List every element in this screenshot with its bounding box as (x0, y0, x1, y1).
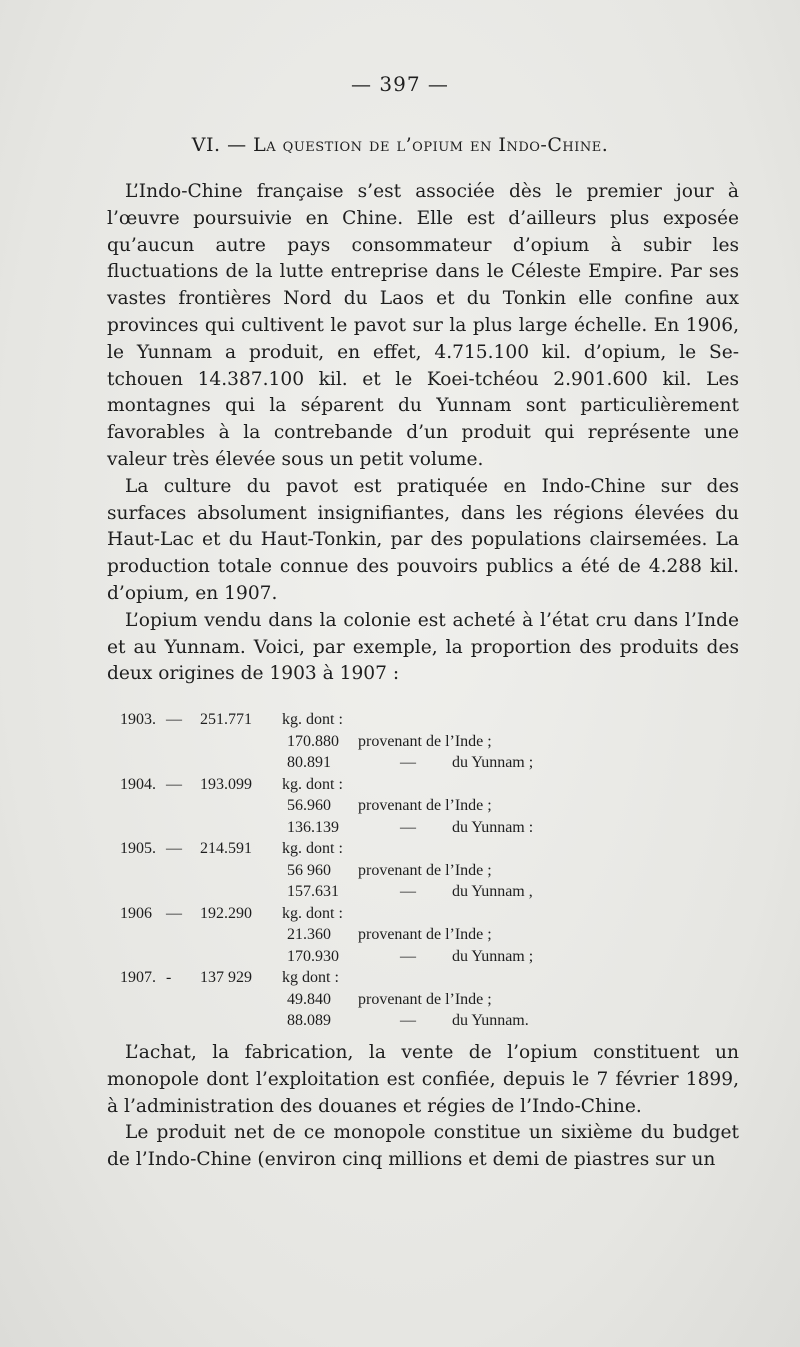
india-label: provenant de l’Inde ; (358, 861, 492, 879)
india-label: provenant de l’Inde ; (358, 797, 492, 814)
paragraph: Le produit net de ce monopole constitue un sixième du budget de l’Indo-Chine (environ cinq millions et demi de piastres sur un (107, 1122, 739, 1171)
unit-label: kg. dont : (282, 775, 343, 793)
year-cell: 1907. (120, 969, 156, 986)
dash-cell: — (166, 904, 182, 922)
yunnan-qty-cell: 80.891 (287, 754, 331, 771)
year-cell: 1905. (120, 840, 156, 857)
dash-cell: — (166, 775, 182, 793)
unit-label: kg. dont : (282, 840, 343, 857)
yunnan-label: du Yunnam : (452, 818, 534, 836)
ditto-mark: — (400, 1012, 416, 1029)
paragraph: L’achat, la fabrication, la vente de l’opium constituent un monopole dont l’exploitation est confiée, depuis le 7 février 1899, à l’administration des douanes et régies de l’Indo-Chine. (107, 1042, 739, 1117)
ditto-mark: — (400, 947, 416, 965)
india-label: provenant de l’Inde ; (358, 926, 492, 943)
india-qty-cell: 56 960 (287, 861, 331, 879)
yunnan-qty-cell: 157.631 (287, 883, 339, 900)
dash-cell: - (166, 969, 172, 986)
section-dash: — (227, 134, 247, 156)
ditto-mark: — (400, 754, 416, 771)
paragraph: L’Indo-Chine française s’est associée dès le premier jour à l’œuvre poursuivie en Chine. Elle est d’ailleurs plus exposée qu’aucun autre pays consommateur d’opium à subir les fluctuations de la lutte entreprise dans le Céleste Empire. Par ses vastes frontières Nord du Laos et du Tonkin elle confine aux provinces qui cultivent le pavot sur la plus large échelle. En 1906, le Yunnam a produit, en effet, 4.715.100 kil. d’opium, le Se-tchouen 14.387.100 kil. et le Koei-tchéou 2.901.600 kil. Les montagnes qui la séparent du Yunnam sont particulièrement favorables à la contrebande d’un produit qui représente une valeur très élevée sous un petit volume. (107, 181, 739, 470)
yunnan-qty-cell: 170.930 (287, 947, 339, 965)
yunnan-label: du Yunnam , (452, 883, 533, 900)
india-qty-cell: 49.840 (287, 990, 331, 1008)
section-heading (0, 134, 800, 156)
section-title: La question de l’opium en Indo-Chine. (253, 134, 609, 156)
yunnan-label: du Yunnam. (452, 1012, 529, 1029)
yunnan-qty-cell: 136.139 (287, 818, 339, 836)
year-cell: 1904. (120, 775, 156, 793)
year-cell: 1906 (120, 904, 152, 922)
total-kg-cell: 193.099 (200, 775, 252, 793)
yunnan-label: du Yunnam ; (452, 947, 534, 965)
section-numeral: VI. (191, 134, 221, 156)
body-text-top (107, 179, 739, 688)
total-kg-cell: 137 929 (200, 969, 252, 986)
india-qty-cell: 56.960 (287, 797, 331, 814)
paragraph: L’opium vendu dans la colonie est acheté à l’état cru dans l’Inde et au Yunnam. Voici, par exemple, la proportion des produits des deux origines de 1903 à 1907 : (107, 609, 739, 685)
india-label: provenant de l’Inde ; (358, 732, 492, 750)
dash-cell: — (166, 711, 182, 728)
body-text-bottom (107, 1040, 739, 1174)
total-kg-cell: 214.591 (200, 840, 252, 857)
unit-label: kg. dont : (282, 904, 343, 922)
total-kg-cell: 251.771 (200, 711, 252, 728)
year-cell: 1903. (120, 711, 156, 728)
india-qty-cell: 170.880 (287, 732, 339, 750)
ditto-mark: — (400, 883, 416, 900)
paragraph: La culture du pavot est pratiquée en Indo-Chine sur des surfaces absolument insignifiantes, dans les régions élevées du Haut-Lac et du Haut-Tonkin, par des populations clairsemées. La production totale connue des pouvoirs publics a été de 4.288 kil. d’opium, en 1907. (107, 475, 739, 604)
unit-label: kg dont : (282, 969, 339, 986)
yunnan-label: du Yunnam ; (452, 754, 534, 771)
dash-cell: — (166, 840, 182, 857)
page-number: — 397 — (351, 72, 449, 96)
ditto-mark: — (400, 818, 416, 836)
india-label: provenant de l’Inde ; (358, 990, 492, 1008)
india-qty-cell: 21.360 (287, 926, 331, 943)
unit-label: kg. dont : (282, 711, 343, 728)
total-kg-cell: 192.290 (200, 904, 252, 922)
yunnan-qty-cell: 88.089 (287, 1012, 331, 1029)
